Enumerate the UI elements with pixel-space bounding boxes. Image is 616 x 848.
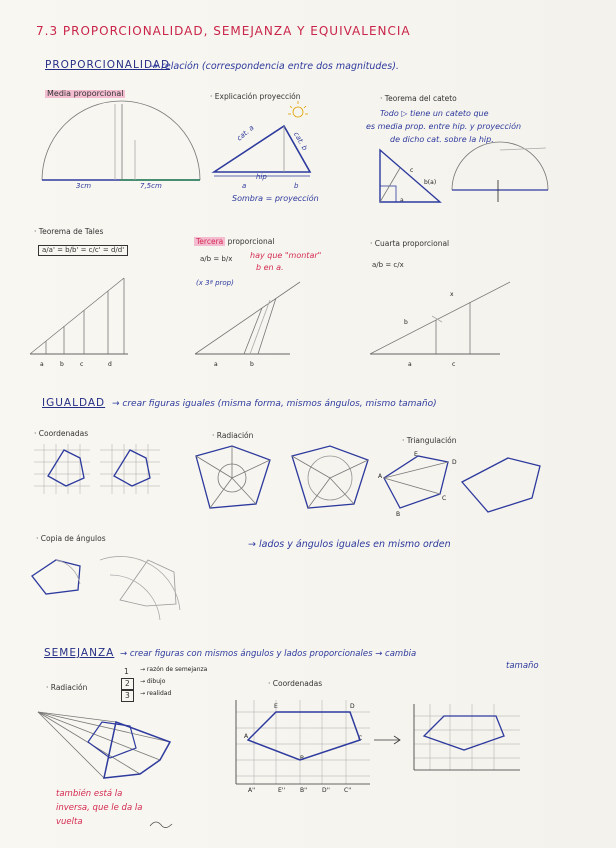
media-proporcional-label: Media proporcional	[47, 89, 124, 98]
razon-num: 2	[121, 678, 134, 690]
triangulacion-shape-1	[384, 456, 448, 508]
proj-b-label: b	[294, 182, 299, 190]
tercera-note2: b en a.	[256, 263, 284, 272]
tercera-a: a	[214, 361, 218, 368]
cuarta-formula: a/b = c/x	[372, 261, 404, 269]
semejanza-coord-shape-2	[424, 716, 504, 750]
semejanza-nota-2: inversa, que le da la	[56, 803, 143, 813]
semejanza-coordenadas-label: · Coordenadas	[268, 679, 323, 688]
page-title: 7.3 PROPORCIONALIDAD, SEMEJANZA Y EQUIVALENCIA	[36, 24, 411, 38]
igualdad-heading: IGUALDAD	[42, 397, 106, 409]
cateto-text2: es media prop. entre hip. y proyección	[366, 122, 522, 131]
tri-C: C	[442, 495, 447, 502]
semejanza-definition: → crear figuras con mismos ángulos y lados proporcionales → cambia	[120, 649, 417, 659]
cuarta-a: a	[408, 361, 412, 368]
sem-D: D	[350, 703, 355, 710]
explicacion-triangle	[214, 123, 310, 172]
triangulacion-shape-2	[462, 458, 540, 512]
razon-label-1: → razón de semejanza	[140, 666, 208, 673]
tercera-diagonal	[195, 279, 300, 354]
igualdad-coordenadas-label: · Coordenadas	[34, 429, 89, 438]
copia-shape-2	[120, 560, 176, 606]
cuarta-label: · Cuarta proporcional	[370, 239, 450, 248]
tercera-rest: proporcional	[227, 237, 275, 246]
sun-icon	[293, 107, 303, 117]
media-seg2: 7,5cm	[140, 182, 162, 190]
hip-label: hip	[256, 173, 267, 181]
cateto-a: a	[400, 197, 404, 204]
cuarta-c: c	[452, 361, 456, 368]
igualdad-triangulacion-label: · Triangulación	[402, 436, 457, 445]
tri-D: D	[452, 459, 457, 466]
semejanza-radiacion-label: · Radiación	[46, 683, 88, 692]
igualdad-nota: → lados y ángulos iguales en mismo orden	[248, 539, 451, 550]
cuarta-diagonal	[370, 282, 510, 354]
explicacion-label: · Explicación proyección	[210, 92, 301, 101]
cateto-b: b(a)	[424, 179, 437, 186]
sem-C2: C''	[344, 787, 352, 794]
tercera-note3: (x 3ª prop)	[196, 279, 234, 287]
tales-pt-a: a	[40, 361, 44, 368]
proporcionalidad-definition: → relación (correspondencia entre dos magnitudes).	[150, 61, 399, 72]
igualdad-radiacion-label: · Radiación	[212, 431, 254, 440]
tales-pt-c: c	[80, 361, 84, 368]
sem-B2: B''	[300, 787, 308, 794]
cat-a-label: cat. a	[235, 123, 256, 143]
cateto-text1: Todo ▷ tiene un cateto que	[380, 109, 489, 118]
sem-B: B	[300, 755, 305, 762]
tales-pt-b: b	[60, 361, 64, 368]
semejanza-nota-1: también está la	[56, 789, 123, 799]
igualdad-copia-label: · Copia de ángulos	[36, 534, 106, 543]
sem-E: E	[274, 703, 278, 710]
teorema-cateto-label: · Teorema del cateto	[380, 94, 457, 103]
semejanza-coord-shape	[248, 712, 363, 760]
sem-E2: E''	[278, 787, 286, 794]
tri-A: A	[378, 473, 383, 480]
semejanza-grid-right	[414, 704, 520, 770]
tales-formula: a/a' = b/b' = c/c' = d/d'	[38, 245, 128, 256]
tri-B: B	[396, 511, 401, 518]
razon-one: 1	[124, 667, 129, 676]
igualdad-grid-right	[100, 444, 160, 494]
sem-A2: A''	[248, 787, 256, 794]
semejanza-definition2: tamaño	[506, 661, 539, 671]
sem-D2: D''	[322, 787, 330, 794]
tercera-b: b	[250, 361, 254, 368]
cat-b-label: cat. b	[291, 130, 309, 152]
tercera-highlight: Tercera	[196, 237, 224, 246]
tales-pt-d: d	[108, 361, 112, 368]
sem-A: A	[244, 733, 249, 740]
cateto-text3: de dicho cat. sobre la hip.	[390, 135, 494, 144]
cateto-semicircle	[452, 142, 548, 190]
media-seg1: 3cm	[76, 182, 92, 190]
media-semicircle	[42, 101, 200, 180]
semejanza-heading: SEMEJANZA	[44, 647, 115, 659]
semejanza-nota-3: vuelta	[56, 817, 83, 827]
igualdad-coord-shape	[48, 450, 84, 486]
cateto-c: c	[410, 167, 414, 174]
semejanza-large-shape	[104, 722, 170, 778]
igualdad-definition: → crear figuras iguales (misma forma, mismos ángulos, mismo tamaño)	[112, 399, 437, 409]
razon-label-3: → realidad	[140, 690, 172, 697]
proj-a-label: a	[242, 182, 247, 190]
tercera-formula: a/b = b/x	[200, 255, 233, 263]
radiacion-pentagon-1	[196, 446, 270, 508]
tri-E: E	[414, 451, 418, 458]
signature-doodle	[150, 822, 172, 828]
razon-den: 3	[121, 690, 134, 702]
razon-label-2: → dibujo	[140, 678, 166, 685]
tercera-note1: hay que "montar"	[250, 251, 322, 260]
rad-ray-1	[38, 712, 170, 742]
proporcionalidad-heading: PROPORCIONALIDAD	[45, 59, 171, 71]
cuarta-x: x	[450, 291, 454, 298]
sem-C: C	[358, 735, 363, 742]
cateto-triangle	[380, 150, 440, 202]
cuarta-b: b	[404, 319, 408, 326]
tales-label: · Teorema de Tales	[34, 227, 104, 236]
tales-diagonal	[30, 278, 124, 354]
sombra-label: Sombra = proyección	[232, 194, 319, 203]
copia-shape-1	[32, 560, 80, 594]
